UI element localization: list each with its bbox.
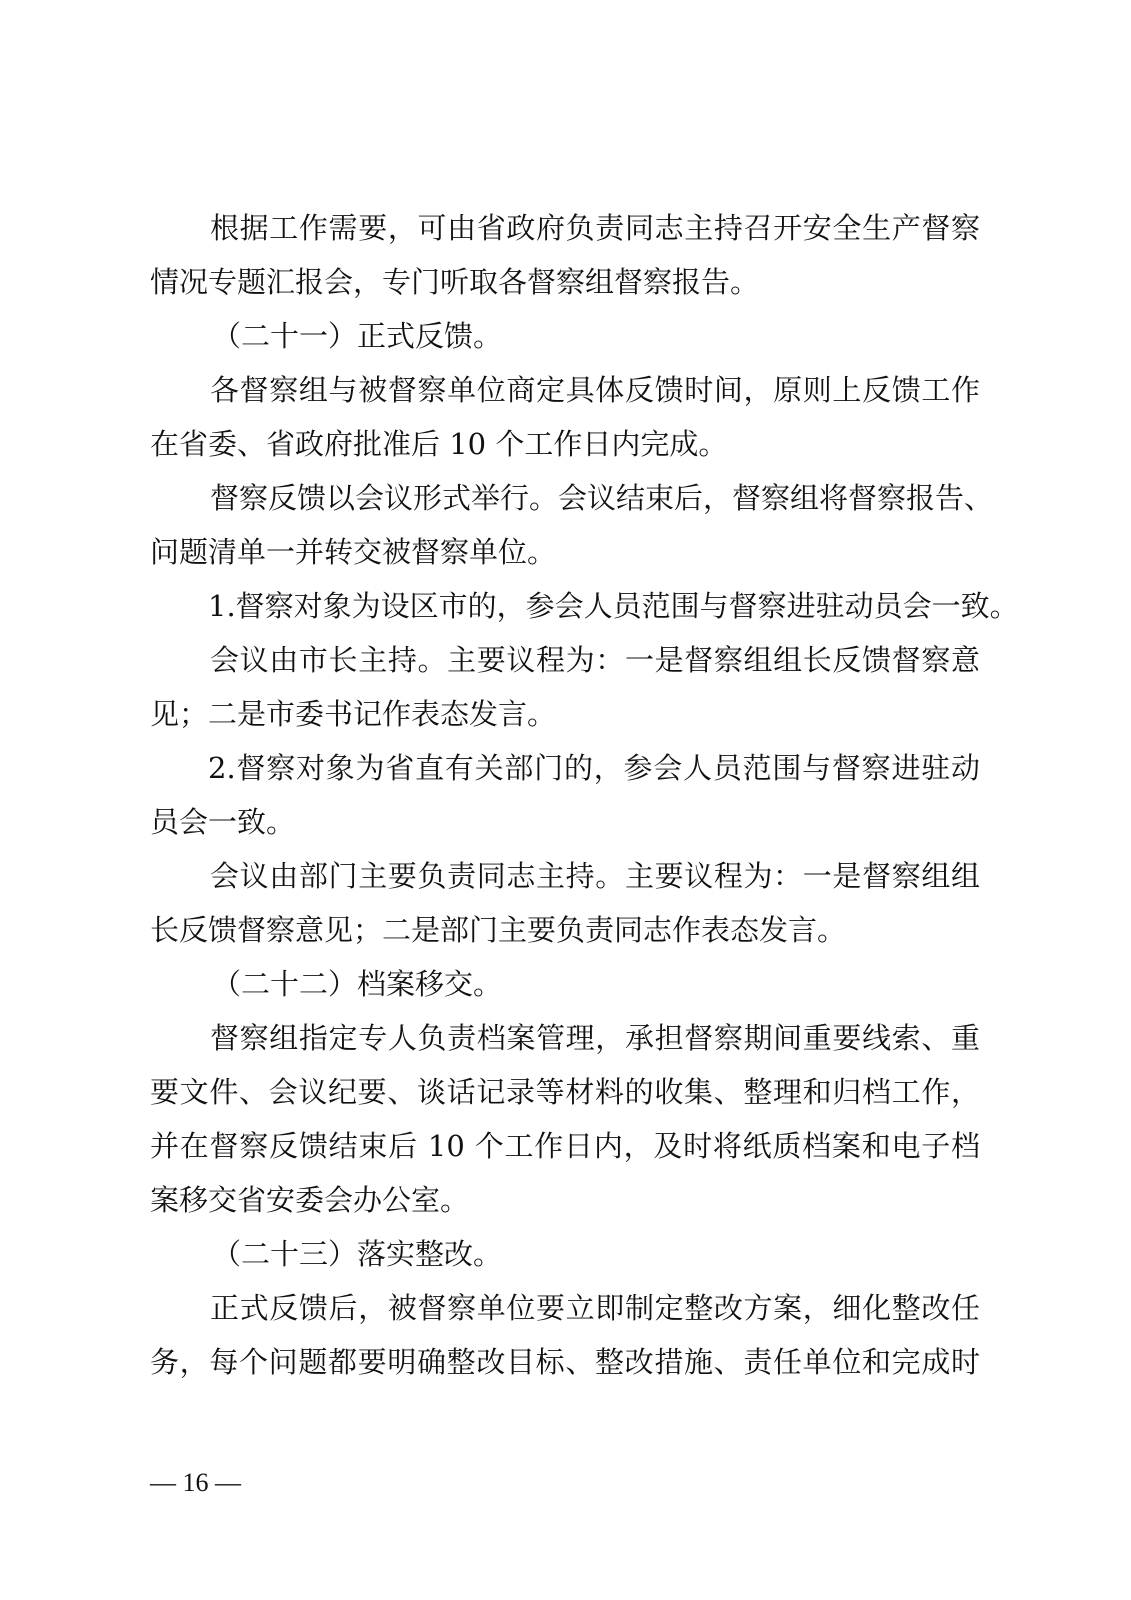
section-heading: （二十一）正式反馈。 [212,319,503,353]
paragraph-line: 员会一致。 [150,805,296,839]
section-heading: （二十三）落实整改。 [212,1237,503,1271]
paragraph-line: 要文件、会议纪要、谈话记录等材料的收集、整理和归档工作， [150,1075,980,1109]
paragraph-line: 并在督察反馈结束后 10 个工作日内，及时将纸质档案和电子档 [150,1129,980,1163]
list-item-line: 2.督察对象为省直有关部门的，参会人员范围与督察进驻动 [208,751,980,785]
section-heading: （二十二）档案移交。 [212,967,503,1001]
paragraph-line: 案移交省安委会办公室。 [150,1183,470,1217]
paragraph-line: 在省委、省政府批准后 10 个工作日内完成。 [150,427,728,461]
paragraph-line: 问题清单一并转交被督察单位。 [150,535,557,569]
paragraph-line: 各督察组与被督察单位商定具体反馈时间，原则上反馈工作 [210,373,980,407]
paragraph-line: 根据工作需要，可由省政府负责同志主持召开安全生产督察 [210,211,980,245]
list-item-line: 1.督察对象为设区市的，参会人员范围与督察进驻动员会一致。 [208,589,1019,623]
paragraph-line: 会议由部门主要负责同志主持。主要议程为：一是督察组组 [210,859,980,893]
paragraph-line: 情况专题汇报会，专门听取各督察组督察报告。 [150,265,760,299]
paragraph-line: 督察反馈以会议形式举行。会议结束后，督察组将督察报告、 [210,481,994,515]
paragraph-line: 长反馈督察意见；二是部门主要负责同志作表态发言。 [150,913,847,947]
paragraph-line: 正式反馈后，被督察单位要立即制定整改方案，细化整改任 [210,1291,980,1325]
page-number: — 16 — [150,1468,241,1497]
paragraph-line: 见；二是市委书记作表态发言。 [150,697,557,731]
paragraph-line: 会议由市长主持。主要议程为：一是督察组组长反馈督察意 [210,643,980,677]
paragraph-line: 务，每个问题都要明确整改目标、整改措施、责任单位和完成时 [150,1345,980,1379]
paragraph-line: 督察组指定专人负责档案管理，承担督察期间重要线索、重 [210,1021,980,1055]
